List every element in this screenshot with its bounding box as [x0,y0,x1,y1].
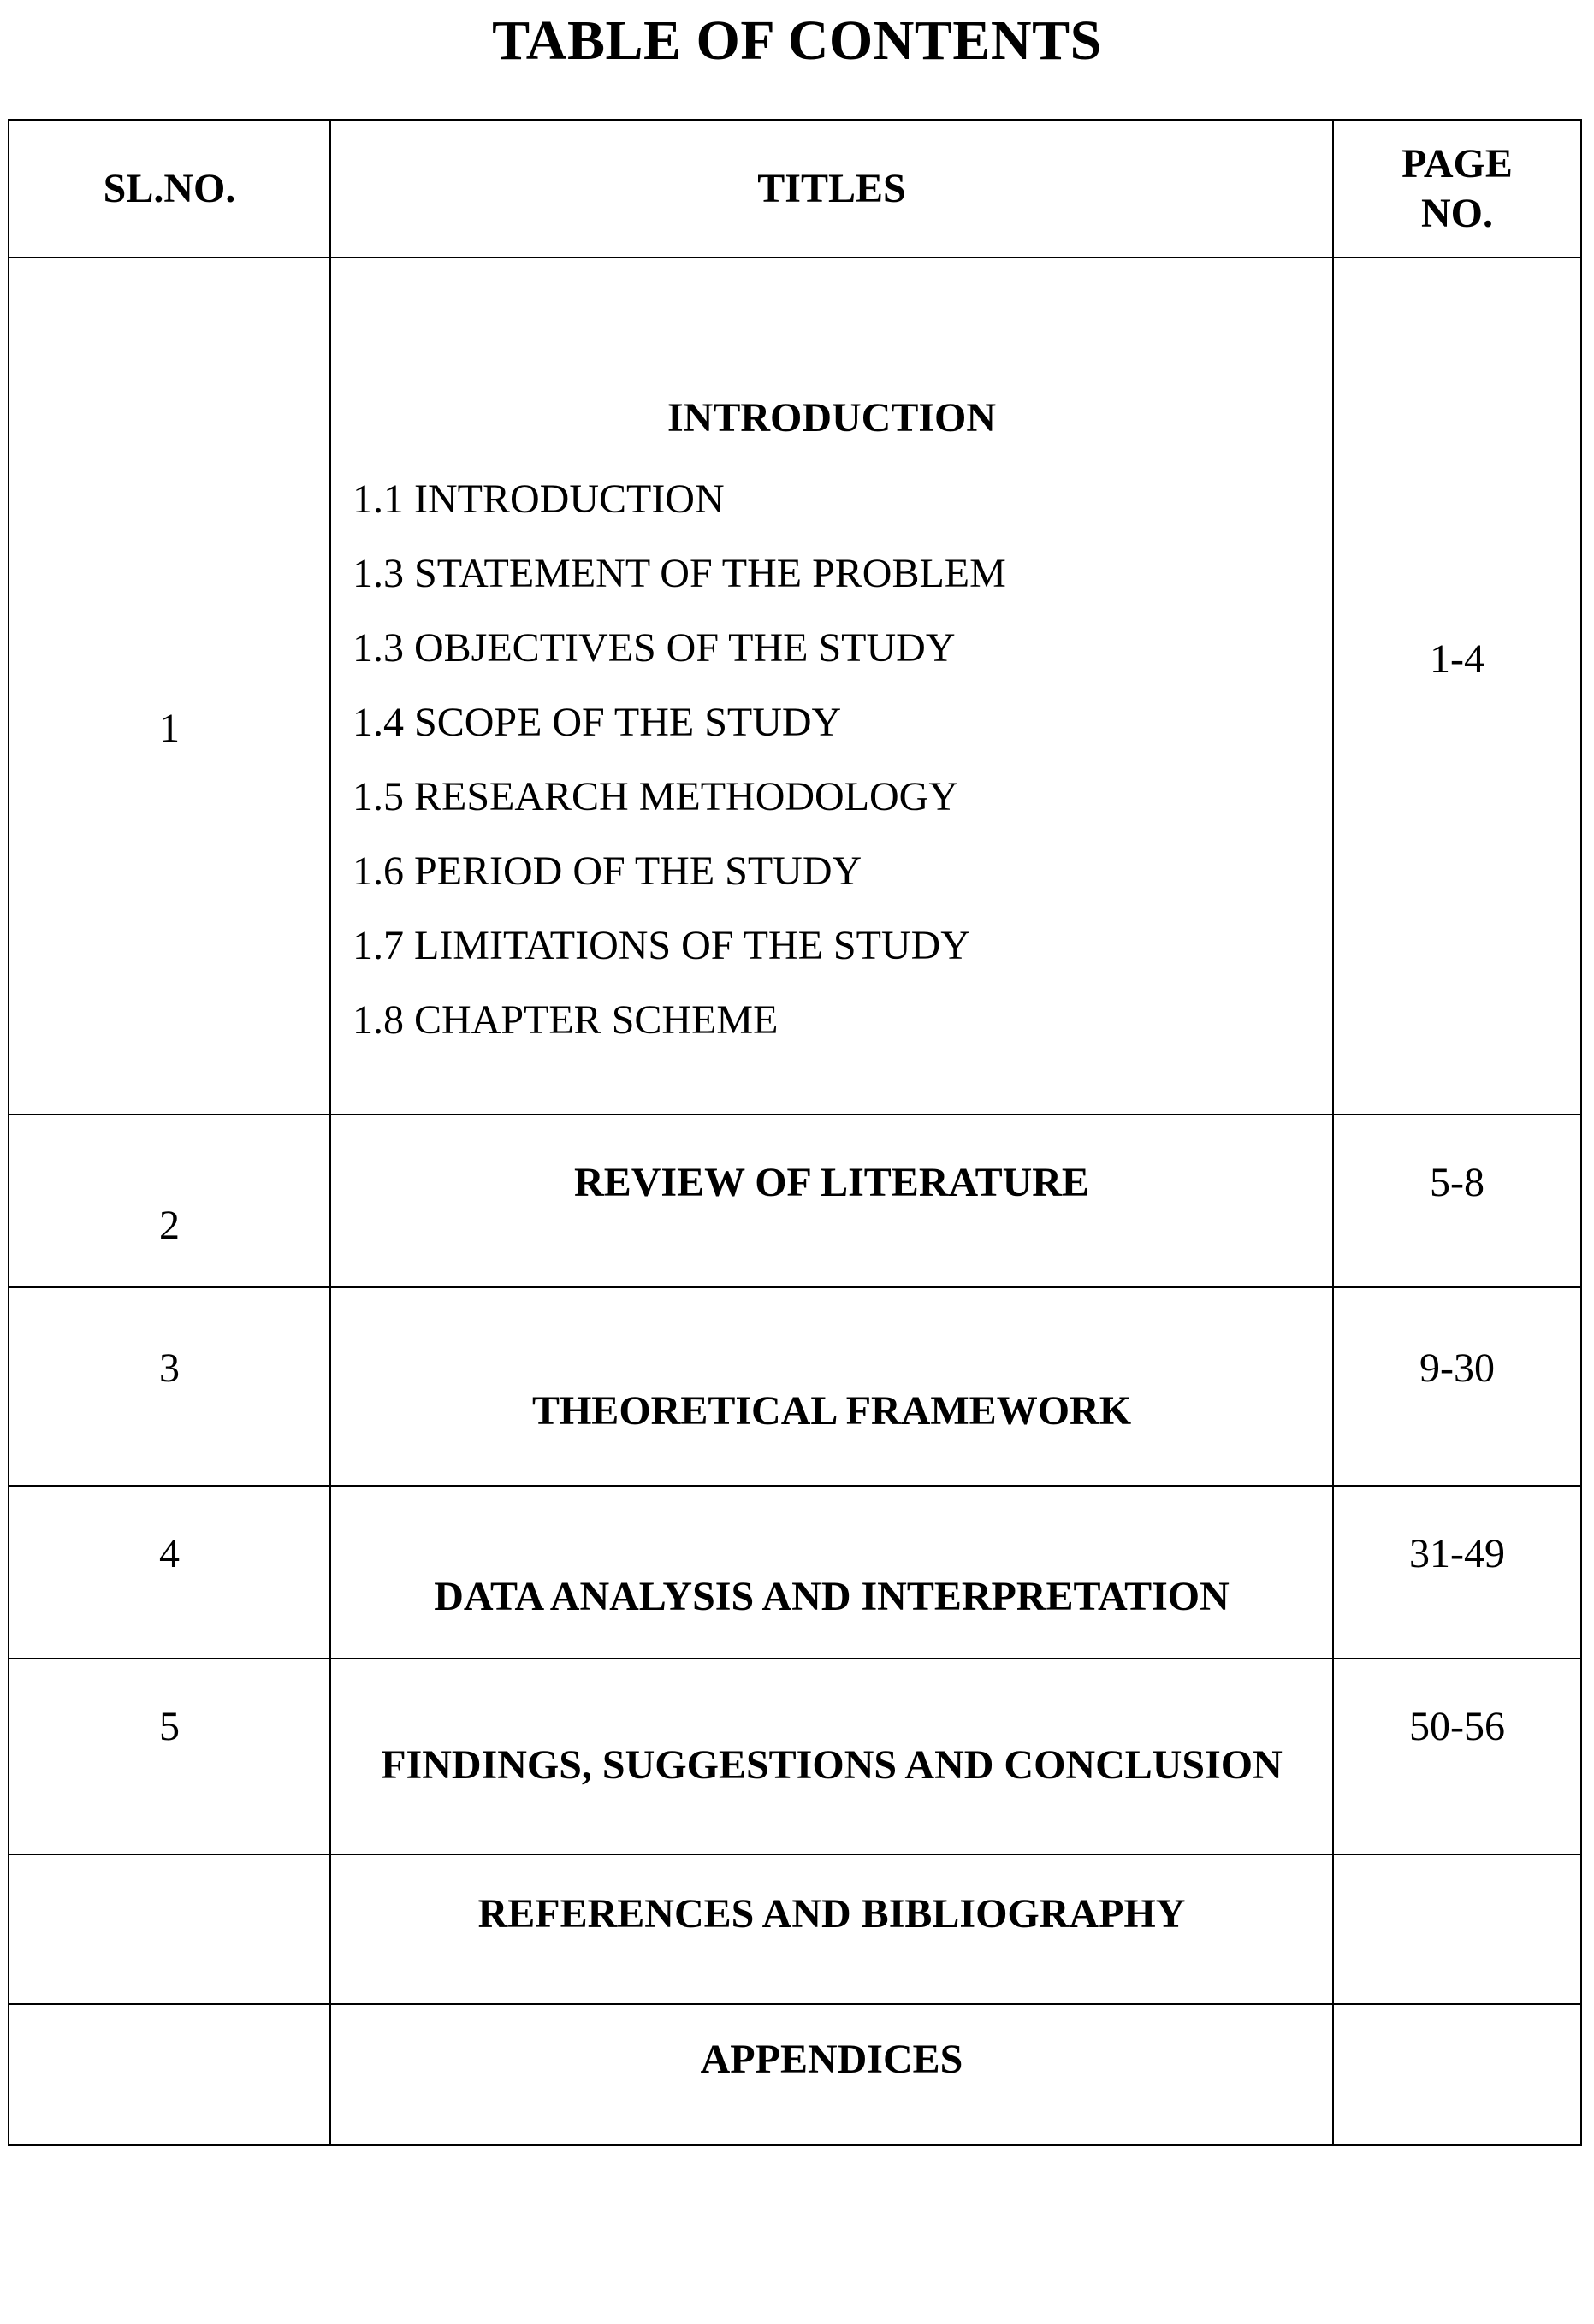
page-no-cell [1333,2004,1581,2145]
subsection-item: 1.1 INTRODUCTION [353,476,725,522]
table-of-contents [8,119,1582,2146]
sl-no-cell [9,1115,330,1287]
subsection-item: 1.5 RESEARCH METHODOLOGY [353,774,958,819]
page-range: 31-49 [1409,1531,1505,1576]
title-cell [330,1486,1333,1659]
page-title: TABLE OF CONTENTS [492,9,1102,72]
sl-no-cell [9,257,330,1115]
page-range: 50-56 [1409,1704,1505,1749]
subsection-item: 1.7 LIMITATIONS OF THE STUDY [353,923,970,968]
page-range: 1-4 [1430,636,1484,682]
subsection-item: 1.4 SCOPE OF THE STUDY [353,700,842,745]
page-no-cell [1333,257,1581,1115]
title-cell [330,257,1333,1115]
sl-no: 5 [159,1704,180,1749]
table-row [9,2004,1581,2145]
page-no-cell [1333,1287,1581,1486]
chapter-title: INTRODUCTION [667,395,997,441]
sl-no-cell [9,1287,330,1486]
title-cell [330,1659,1333,1854]
page-no-cell [1333,1115,1581,1287]
title-cell [330,1287,1333,1486]
header-titles: TITLES [330,120,1333,257]
page-range: 5-8 [1430,1160,1484,1205]
subsection-item: 1.6 PERIOD OF THE STUDY [353,849,862,894]
title-cell [330,1115,1333,1287]
header-page-no-line1: PAGE [1401,140,1513,186]
subsection-item: 1.8 CHAPTER SCHEME [353,997,779,1043]
chapter-title: DATA ANALYSIS AND INTERPRETATION [434,1574,1230,1619]
header-page-no-line2: NO. [1421,190,1493,236]
table-row [9,1659,1581,1854]
page-no-cell [1333,1486,1581,1659]
table-row [9,1486,1581,1659]
chapter-title: THEORETICAL FRAMEWORK [531,1388,1132,1434]
title-cell [330,1854,1333,2004]
sl-no: 1 [159,706,180,752]
table-row [9,1287,1581,1486]
chapter-title: APPENDICES [700,2037,963,2082]
header-row [9,120,1581,257]
header-page-no [1333,120,1581,257]
subsection-item: 1.3 STATEMENT OF THE PROBLEM [353,551,1006,596]
chapter-title: REFERENCES AND BIBLIOGRAPHY [477,1891,1186,1937]
chapter-title: FINDINGS, SUGGESTIONS AND CONCLUSION [381,1742,1283,1788]
page-range: 9-30 [1419,1345,1495,1391]
page-no-cell [1333,1854,1581,2004]
sl-no-cell [9,1486,330,1659]
table-row [9,1115,1581,1287]
table-row [9,1854,1581,2004]
page-no-cell [1333,1659,1581,1854]
subsection-list [331,462,1332,1057]
sl-no: 4 [159,1531,180,1576]
sl-no-cell [9,1659,330,1854]
sl-no-cell [9,2004,330,2145]
title-cell [330,2004,1333,2145]
subsection-item: 1.3 OBJECTIVES OF THE STUDY [353,625,956,671]
sl-no-cell [9,1854,330,2004]
chapter-title: REVIEW OF LITERATURE [574,1160,1089,1205]
header-sl-no: SL.NO. [9,120,330,257]
table-row [9,257,1581,1115]
sl-no: 2 [159,1203,180,1248]
sl-no: 3 [159,1345,180,1391]
